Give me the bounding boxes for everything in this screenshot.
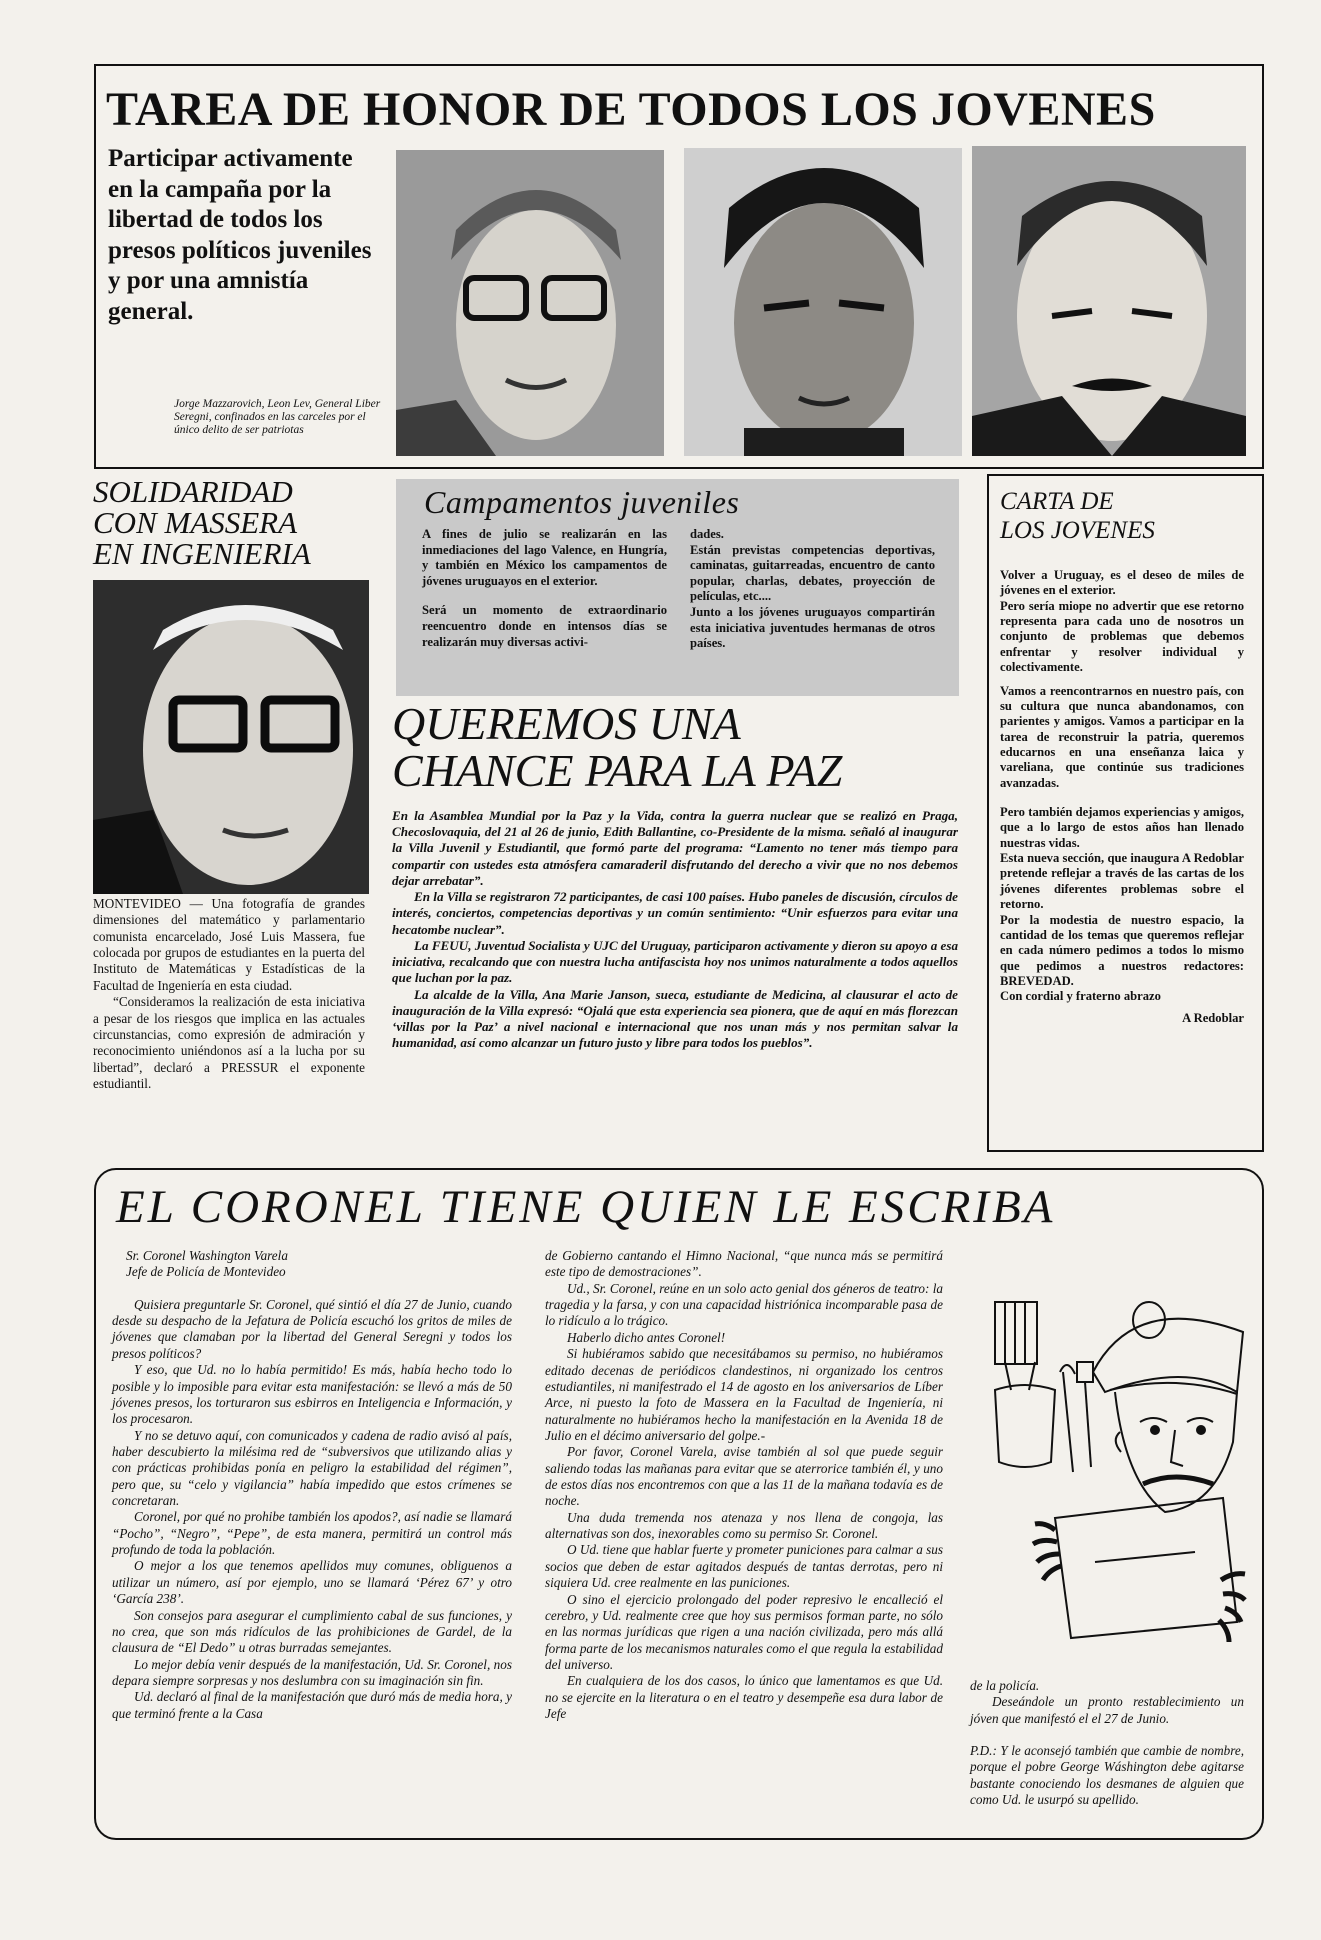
coronel-addressee-1: Sr. Coronel Washington Varela bbox=[126, 1248, 288, 1263]
carta-title-line1: CARTA DE bbox=[1000, 488, 1114, 515]
paz-paragraph-3: La FEUU, Juventud Socialista y UJC del Uruguay, participaron activamente y dieron su apoyo a esa iniciativa, recalcando que con nuestra lucha antifascista hoy nos unimos naturalmente a todos aquellos que luchan por la paz. bbox=[392, 937, 958, 986]
coronel-col2-paragraph: En cualquiera de los dos casos, lo único que lamentamos es que Ud. no se ejercite en la literatura o en el teatro y desempeñe esa dura labor de Jefe bbox=[545, 1673, 943, 1722]
portrait-photo-1 bbox=[396, 150, 664, 456]
coronel-col1-paragraph: Son consejos para asegurar el cumplimiento cabal de sus funciones, y no crea, que son más ridículos de las prohibiciones de Gardel, de la clausura de “El Dedo” u otras burradas semejantes. bbox=[112, 1607, 512, 1656]
coronel-col3-p1: de la policía. bbox=[970, 1678, 1040, 1693]
coronel-col2-paragraph: O Ud. tiene que hablar fuerte y prometer puniciones para calmar a sus socios que deben de estar agitados después de tantas derrotas, pero ni siquiera Ud. cree realmente en las puniciones. bbox=[545, 1542, 943, 1591]
campamentos-col2-p3: Junto a los jóvenes uruguayos compartirán esta iniciativa juventudes hermanas de otros países. bbox=[690, 605, 935, 651]
carta-paragraph-6: Por la modestia de nuestro espacio, la cantidad de los temas que queremos reflejar en cada número pedimos a todos lo mismo que pedimos a nuestros redactores: BREVEDAD. bbox=[1000, 912, 1244, 988]
coronel-col2-paragraph: Haberlo dicho antes Coronel! bbox=[567, 1329, 726, 1345]
carta-paragraph-3: Vamos a reencontrarnos en nuestro país, con su cultura que nunca abandonamos, con parientes y amigos. Vamos a participar en la tarea de reconstruir la patria, queremos educarnos en una enseñanza laica y vareliana, que continúe sus tradiciones avanzadas. bbox=[1000, 683, 1244, 790]
solidaridad-title bbox=[93, 476, 373, 569]
massera-photo bbox=[93, 580, 369, 894]
campamentos-col1 bbox=[422, 527, 667, 650]
campamentos-col2-p2: Están previstas competencias deportivas, caminatas, guitarreadas, encuentro de canto popular, charlas, debates, proyección de películas, etc.... bbox=[690, 542, 935, 604]
coronel-addressee-2: Jefe de Policía de Montevideo bbox=[126, 1264, 286, 1280]
carta-signature: A Redoblar bbox=[1182, 1010, 1244, 1025]
coronel-col1-paragraph: O mejor a los que tenemos apellidos muy comunes, obliguenos a utilizar un número, así por ejemplo, uno se llamará ‘Pérez 67’ y otro ‘García 238’. bbox=[112, 1558, 512, 1607]
paz-paragraph-2: En la Villa se registraron 72 participantes, de casi 100 países. Hubo paneles de discusión, círculos de interés, conciertos, competencias deportivas y un común sentimiento: “Unir esfuerzos para evitar una hecatombe nuclear”. bbox=[392, 889, 958, 937]
coronel-col2-paragraph: Una duda tremenda nos atenaza y nos llena de congoja, las alternativas son dos, inexorables como su permiso Sr. Coronel. bbox=[545, 1509, 943, 1542]
coronel-col2-paragraph: Si hubiéramos sabido que necesitábamos su permiso, no hubiéramos editado decenas de periódicos clandestinos, ni organizado los centros estudiantiles, ni manifestrado el 14 de agosto en los aniversarios de Líber Arce, ni puesto la foto de Massera en la Facultad de Ingeniería, ni naturalmente no hubiéramos hecho la manifestación en la Avenida 18 de Julio en el décimo aniversario del golpe.- bbox=[545, 1346, 943, 1443]
coronel-col3-p3: P.D.: Y le aconsejó también que cambie de nombre, porque el pobre George Wáshington debe agitarse bastante conociendo los desmanes de alguien que como Ud. le usurpó su apellido. bbox=[970, 1743, 1244, 1808]
coronel-col1 bbox=[112, 1248, 512, 1722]
solidaridad-title-line1: SOLIDARIDAD bbox=[93, 474, 293, 509]
coronel-col1-paragraph: Quisiera preguntarle Sr. Coronel, qué sintió el día 27 de Junio, cuando desde su despacho de la Jefatura de Policía escuchó los gritos de miles de jóvenes que clamaban por la libertad del General Seregni y todos los presos políticos? bbox=[112, 1296, 512, 1361]
lead-paragraph: Participar activamente en la campaña por la libertad de todos los presos políticos juveniles y por una amnistía general. bbox=[108, 145, 372, 325]
photo-caption: Jorge Mazzarovich, Leon Lev, General Liber Seregni, confinados en las carceles por el único delito de ser patriotas bbox=[174, 398, 381, 437]
paz-title-line1: QUEREMOS UNA bbox=[392, 698, 741, 749]
solidaridad-paragraph-2: “Consideramos la realización de esta iniciativa a pesar de los riesgos que implica en las actuales circunstancias, como expresión de admiración y reconocimiento uniéndonos así a la lucha por su libertad”, declaró a PRESSUR el exponente estudiantil. bbox=[93, 994, 365, 1091]
coronel-col3-p2: Deseándole un pronto restablecimiento un jóven que manifestó el el 27 de Junio. bbox=[970, 1694, 1244, 1726]
coronel-col1-paragraph: Y eso, que Ud. no lo había permitido! Es más, había hecho todo lo posible y lo imposible para evitar esta manifestación: se llevó a más de 50 jóvenes presos, los torturaron sus esbirros en Inteligencia e Información, y los procesaron. bbox=[112, 1362, 512, 1427]
campamentos-col1-p1: A fines de julio se realizarán en las inmediaciones del lago Valence, en Hungría, y también en México los campamentos de jóvenes uruguayos en el exterior. bbox=[422, 527, 667, 588]
solidaridad-paragraph-1: MONTEVIDEO — Una fotografía de grandes dimensiones del matemático y parlamentario comunista encarcelado, José Luis Massera, fue colocada por grupos de estudiantes en la puerta del Instituto de Matemáticas y Estadísticas de la Facultad de Ingeniería en esta ciudad. bbox=[93, 896, 365, 993]
solidaridad-title-line3: EN INGENIERIA bbox=[93, 536, 311, 571]
paz-paragraph-1: En la Asamblea Mundial por la Paz y la Vida, contra la guerra nuclear que se realizó en Praga, Checoslovaquia, del 21 al 26 de junio, Edith Ballantine, co-Presidente de la misma. señaló al inaugurar la Villa Juvenil y Estudiantil, que formó parte del programa: “Lamento no tener más tiempo para compartir con ustedes esta atmósfera camaraderil disfrutando del derecho a vivir que no nos debemos dejar arrebatar”. bbox=[392, 808, 958, 888]
campamentos-col2 bbox=[690, 527, 935, 652]
coronel-col2-paragraph: Ud., Sr. Coronel, reúne en un solo acto genial dos géneros de teatro: la tragedia y la farsa, y con una capacidad histriónica incomparable pasa de lo ridículo a lo trágico. bbox=[545, 1280, 943, 1329]
campamentos-title: Campamentos juveniles bbox=[424, 484, 740, 520]
coronel-col1-paragraph: Lo mejor debía venir después de la manifestación, Ud. Sr. Coronel, nos depara siempre sorpresas y nos deslumbra con su imaginación sin fin. bbox=[112, 1656, 512, 1688]
paz-paragraph-4: La alcalde de la Villa, Ana Marie Janson, sueca, estudiante de Medicina, al clausurar el acto de inauguración de la Villa expresó: “Ojalá que esta experiencia sea pionera, que de aquí en más florezcan ‘villas por la Paz’ a nivel nacional e internacional que nos unan más y nos permitan salvar la humanidad, así como alcanzar un futuro justo y libre para todos los pueblos”. bbox=[392, 986, 958, 1051]
coronel-cartoon bbox=[975, 1262, 1247, 1670]
coronel-col1-paragraph: Coronel, por qué no prohibe también los apodos?, así nadie se llamará “Pocho”, “Negro”, “Pepe”, de esta manera, permitirá un control más profundo de toda la población. bbox=[112, 1509, 512, 1558]
paz-title bbox=[392, 700, 972, 795]
carta-paragraph-7: Con cordial y fraterno abrazo bbox=[1000, 989, 1161, 1004]
coronel-col2-paragraph: O sino el ejercicio prolongado del poder represivo le encalleció el cerebro, y Ud. realmente cree que hoy sus permisos forman parte, no sólo en las normas jurídicas que rigen a una nación civilizada, pero más allá forma parte de los mecanismos naturales como el que regula la estabilidad del universo. bbox=[545, 1591, 943, 1672]
carta-body bbox=[1000, 568, 1244, 1026]
carta-paragraph-4: Pero también dejamos experiencias y amigos, que a lo largo de estos años han llenado nuestras vidas. bbox=[1000, 805, 1244, 850]
carta-paragraph-2: Pero sería miope no advertir que ese retorno representa para cada uno de nosotros un conjunto de problemas que debemos enfrentar y resolver individual y colectivamente. bbox=[1000, 598, 1244, 675]
main-headline: TAREA DE HONOR DE TODOS LOS JOVENES bbox=[106, 83, 1156, 136]
coronel-col2 bbox=[545, 1248, 943, 1722]
paz-body bbox=[392, 808, 958, 1052]
paz-title-line2: CHANCE PARA LA PAZ bbox=[392, 745, 843, 797]
coronel-title: EL CORONEL TIENE QUIEN LE ESCRIBA bbox=[116, 1181, 1056, 1233]
coronel-col1-paragraph: Ud. declaró al final de la manifestación que duró más de media hora, y que terminó frente a la Casa bbox=[112, 1689, 512, 1721]
carta-title bbox=[1000, 488, 1250, 546]
carta-title-line2: LOS JOVENES bbox=[1000, 516, 1155, 544]
solidaridad-body bbox=[93, 896, 365, 1092]
coronel-col2-paragraph: de Gobierno cantando el Himno Nacional, “que nunca más se permitirá este tipo de demostraciones”. bbox=[545, 1248, 943, 1280]
coronel-col2-paragraph: Por favor, Coronel Varela, avise también al sol que puede seguir saliendo todas las mañanas para evitar que se aterrorice también él, y uno de estos días nos encontremos con que a las 11 de la mañana todavía es de noche. bbox=[545, 1444, 943, 1509]
solidaridad-title-line2: CON MASSERA bbox=[93, 505, 298, 540]
portrait-photo-2 bbox=[684, 148, 962, 456]
coronel-col3 bbox=[970, 1678, 1244, 1809]
portrait-photo-3 bbox=[972, 146, 1246, 456]
campamentos-col1-p2: Será un momento de extraordinario reencuentro donde en intensos días se realizarán muy diversas activi- bbox=[422, 603, 667, 649]
carta-paragraph-5: Esta nueva sección, que inaugura A Redoblar pretende reflejar a través de las cartas de los jóvenes diferentes problemas sobre el retorno. bbox=[1000, 851, 1244, 912]
coronel-col1-paragraph: Y no se detuvo aquí, con comunicados y cadena de radio avisó al país, haber descubierto la milésima red de “subversivos que utilizando alias y con prácticas prohibidas ponía en peligro la estabilidad del régimen”, pero que, su “celo y vigilancia” había impedido que estos crímenes se concretaran. bbox=[112, 1427, 512, 1509]
campamentos-col2-p1: dades. bbox=[690, 527, 724, 541]
carta-paragraph-1: Volver a Uruguay, es el deseo de miles de jóvenes en el exterior. bbox=[1000, 568, 1244, 598]
